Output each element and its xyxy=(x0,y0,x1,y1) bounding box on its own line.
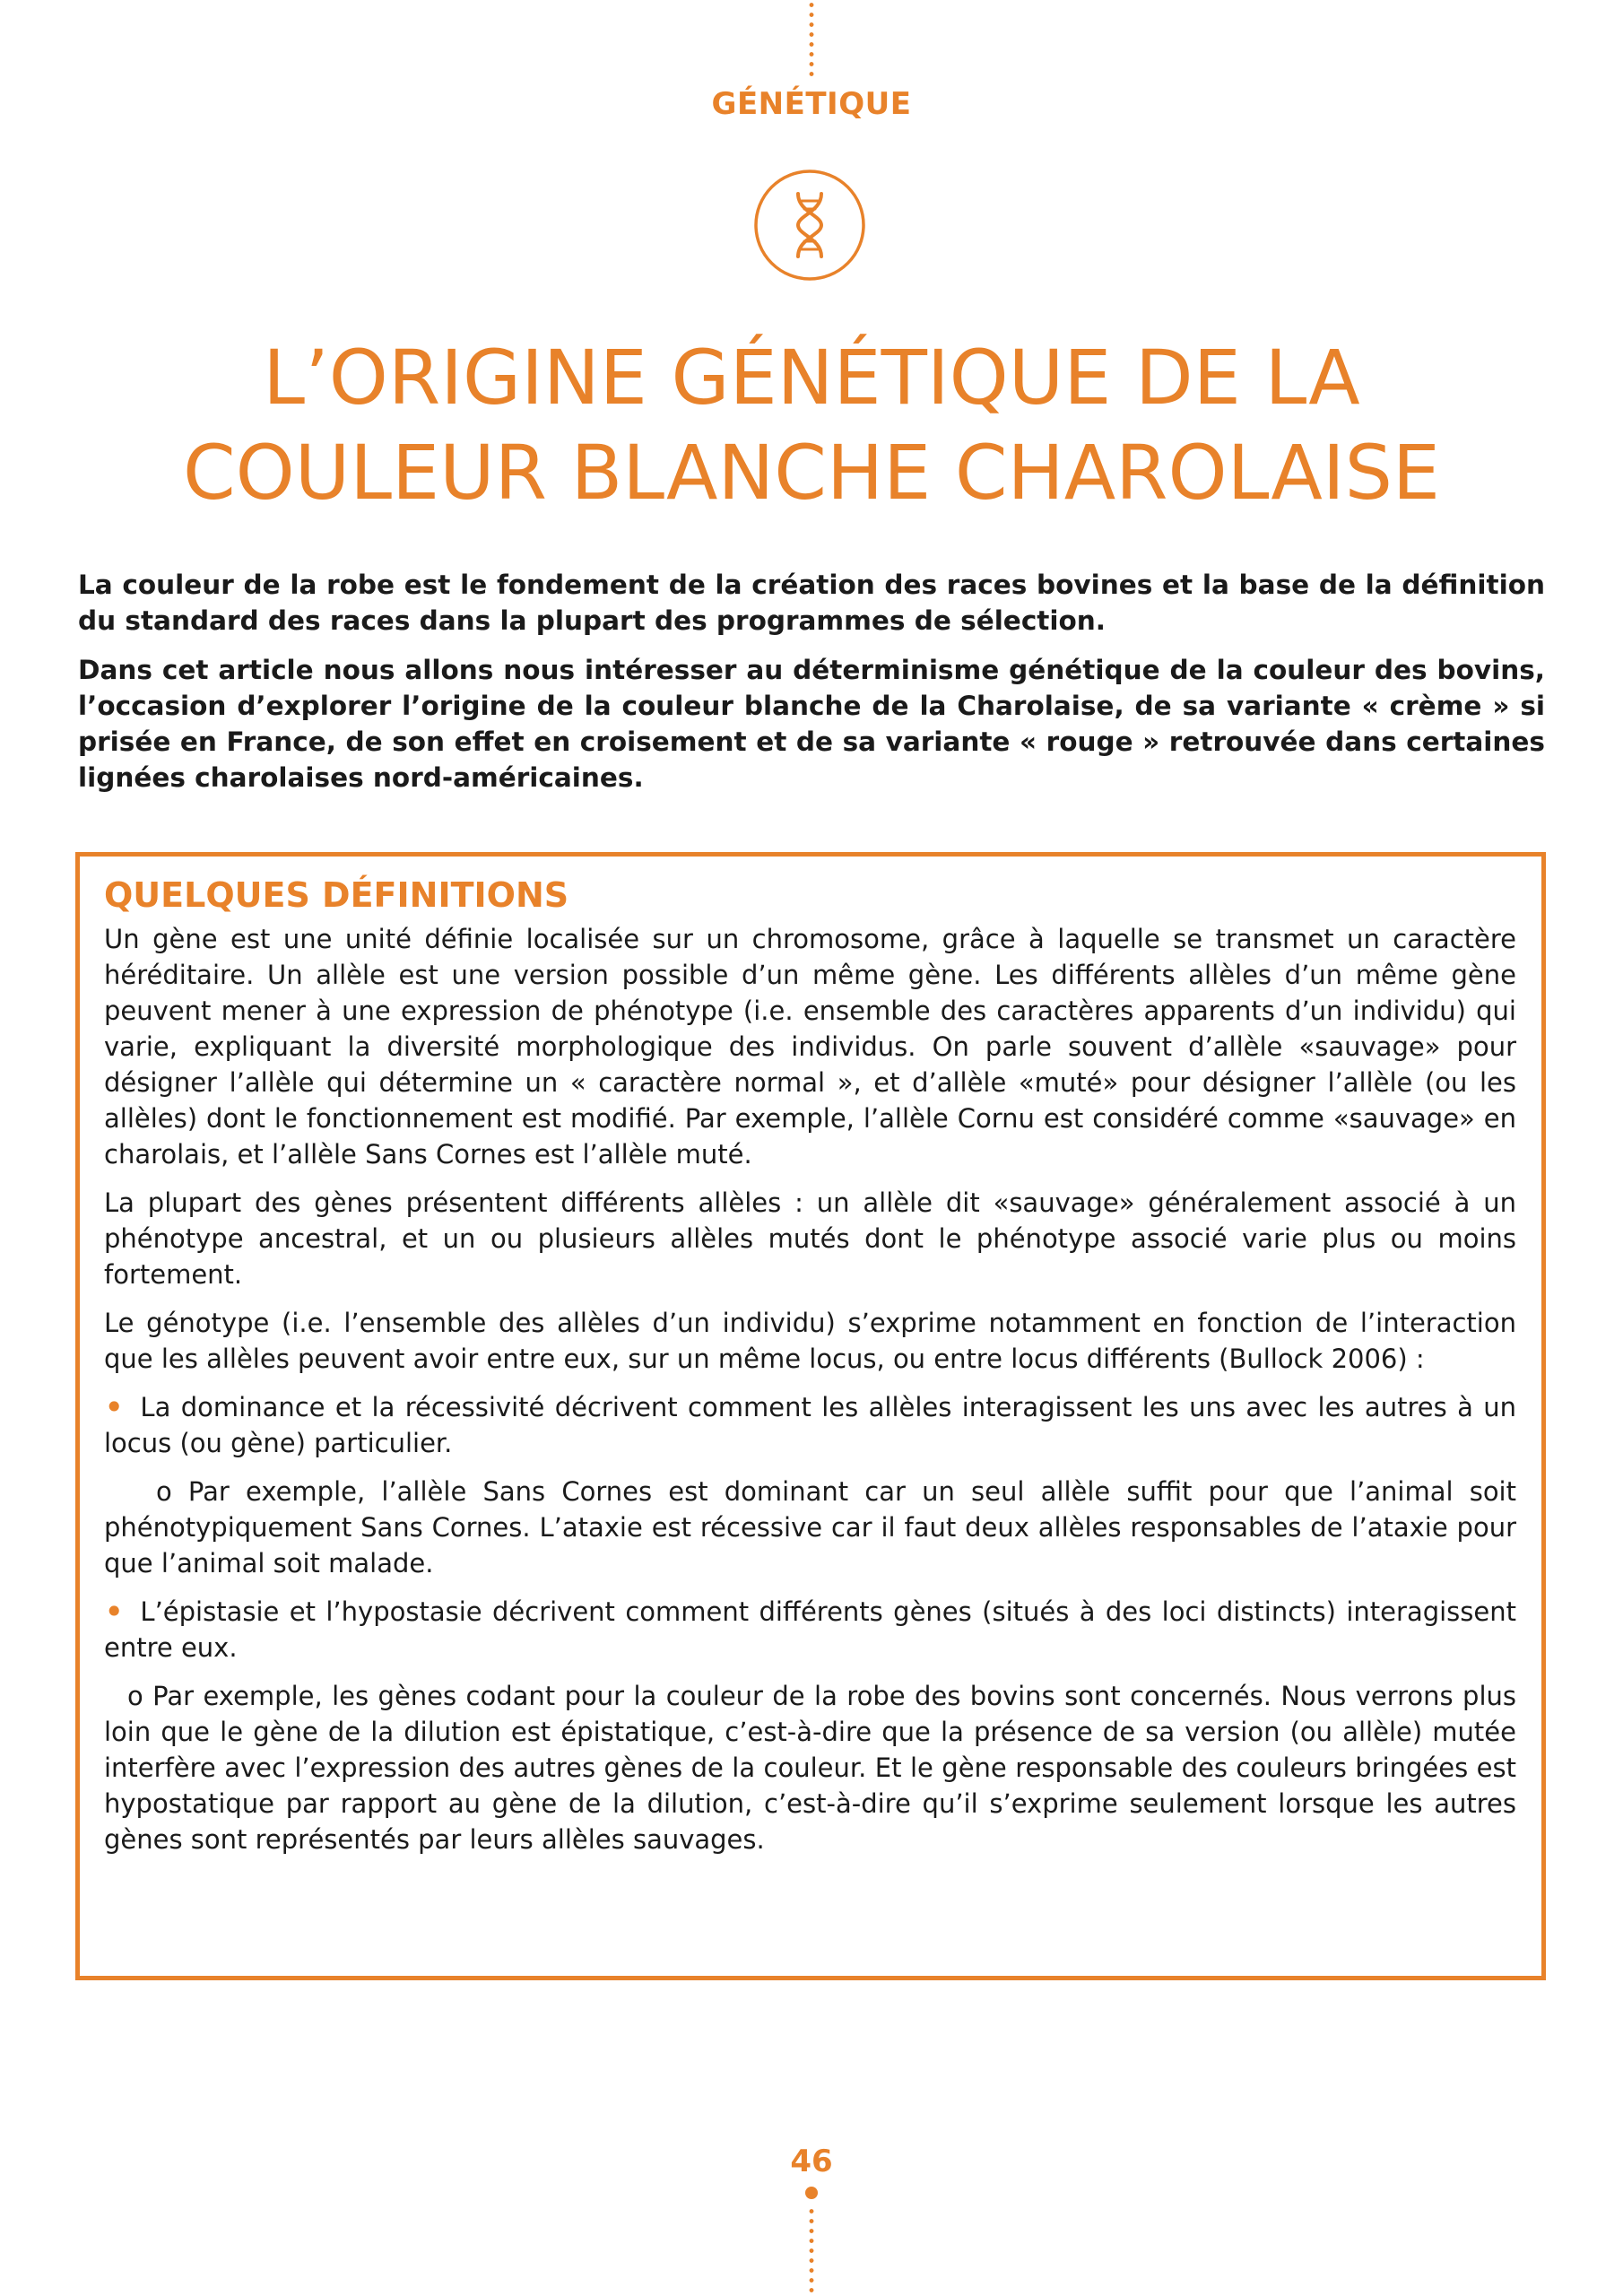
bullet-dot-icon xyxy=(805,2187,818,2199)
definitions-body xyxy=(104,921,1516,1857)
bullet-item: • La dominance et la récessivité décrivent comment les allèles interagissent les uns avec les autres à un locus (ou gène) particulier. xyxy=(104,1389,1516,1461)
intro-paragraph: Dans cet article nous allons nous intéresser au déterminisme génétique de la couleur des bovins, l’occasion d’explorer l’origine de la couleur blanche de la Charolaise, de sa variante « crème » si prisée en France, de son effet en croisement et de sa variante « rouge » retrouvée dans certaines lignées charolaises nord-américaines. xyxy=(78,655,1545,793)
definition-paragraph: Le génotype (i.e. l’ensemble des allèles d’un individu) s’exprime notamment en fonction de l’interaction que les allèles peuvent avoir entre eux, sur un même locus, ou entre locus différents (Bullock 2006) : xyxy=(104,1308,1516,1374)
page-number: 46 xyxy=(790,2144,833,2179)
definitions-title: QUELQUES DÉFINITIONS xyxy=(104,875,569,915)
dotted-line xyxy=(809,2206,814,2296)
dna-icon xyxy=(753,169,866,282)
sub-item: o Par exemple, les gènes codant pour la couleur de la robe des bovins sont concernés. Nous verrons plus loin que le gène de la dilution est épistatique, c’est-à-dire que la présence de sa version (ou allèle) mutée interfère avec l’expression des autres gènes de la couleur. Et le gène responsable des couleurs bringées est hypostatique par rapport au gène de la dilution, c’est-à-dire qu’il s’exprime seulement lorsque les autres gènes sont représentés par leurs allèles sauvages. xyxy=(104,1681,1516,1855)
intro-paragraph: La couleur de la robe est le fondement de la création des races bovines et la base de la définition du standard des races dans la plupart des programmes de sélection. xyxy=(78,570,1545,636)
page-title xyxy=(54,330,1569,520)
bullet-item: • L’épistasie et l’hypostasie décrivent comment différents gènes (situés à des loci distincts) interagissent entre eux. xyxy=(104,1594,1516,1665)
bottom-dotted-line xyxy=(805,2187,818,2296)
definition-paragraph: Un gène est une unité définie localisée sur un chromosome, grâce à laquelle se transmet un caractère héréditaire. Un allèle est une version possible d’un même gène. Les différents allèles d’un même gène peuvent mener à une expression de phénotype (i.e. ensemble des caractères apparents d’un individu) qui varie, expliquant la diversité morphologique des individus. On parle souvent d’allèle «sauvage» pour désigner l’allèle qui détermine un « caractère normal », et d’allèle «muté» pour désigner l’allèle (ou les allèles) dont le fonctionnement est modifié. Par exemple, l’allèle Cornu est considéré comme «sauvage» en charolais, et l’allèle Sans Cornes est l’allèle muté. xyxy=(104,924,1516,1170)
definition-paragraph: La plupart des gènes présentent différents allèles : un allèle dit «sauvage» généralement associé à un phénotype ancestral, et un ou plusieurs allèles mutés dont le phénotype associé varie plus ou moins fortement. xyxy=(104,1187,1516,1290)
definitions-box xyxy=(75,852,1546,1980)
top-dotted-line xyxy=(809,0,814,81)
sub-item: o Par exemple, l’allèle Sans Cornes est dominant car un seul allèle suffit pour que l’animal soit phénotypiquement Sans Cornes. L’ataxie est récessive car il faut deux allèles responsables de l’ataxie pour que l’animal soit malade. xyxy=(104,1476,1516,1578)
intro-text xyxy=(78,567,1545,809)
title-line-1: L’ORIGINE GÉNÉTIQUE DE LA xyxy=(263,334,1360,422)
title-line-2: COULEUR BLANCHE CHAROLAISE xyxy=(182,429,1441,517)
section-label: GÉNÉTIQUE xyxy=(711,86,912,122)
